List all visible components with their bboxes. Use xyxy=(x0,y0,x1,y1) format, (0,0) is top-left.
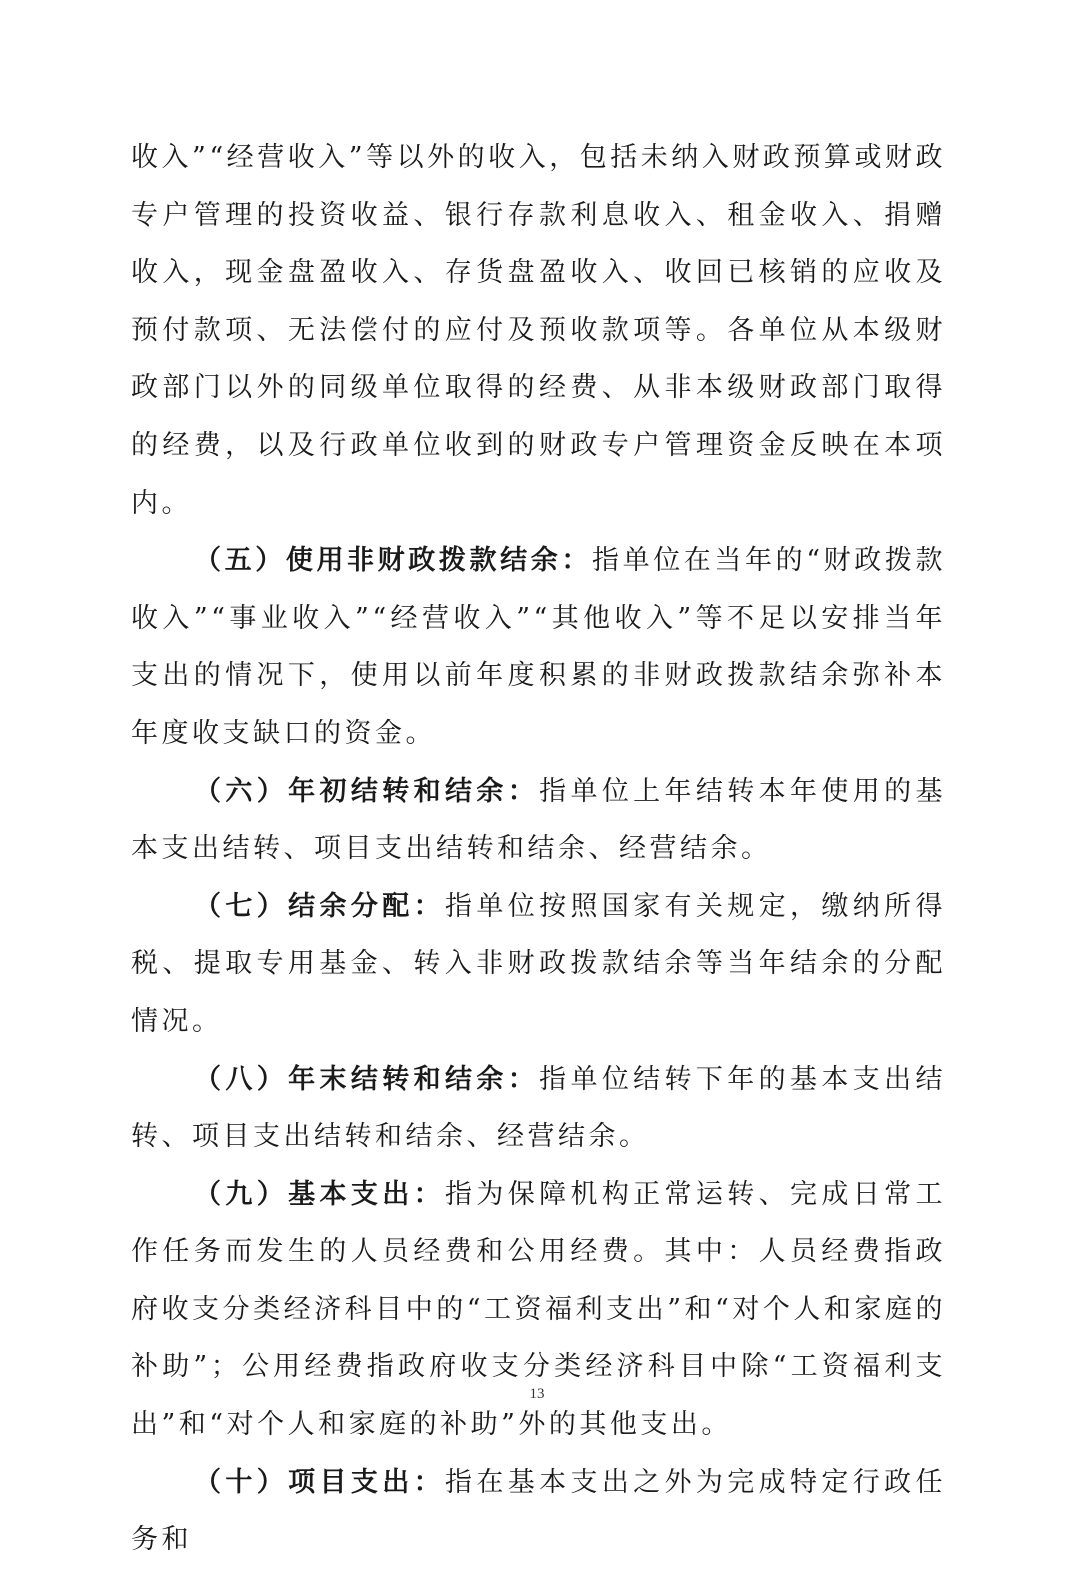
paragraph-term: （七）结余分配： xyxy=(194,890,445,922)
document-body xyxy=(131,129,946,1569)
paragraph-other-income-continued xyxy=(131,129,946,532)
paragraph-text: 指单位按照国家有关规定，缴纳所得税、提取专用基金、转入非财政拨款结余等当年结余的分配情况。 xyxy=(131,890,947,1037)
paragraph-year-end-carryover xyxy=(131,1051,946,1166)
paragraph-text: 指单位上年结转本年使用的基本支出结转、项目支出结转和结余、经营结余。 xyxy=(131,775,947,865)
paragraph-surplus-distribution xyxy=(131,878,946,1051)
paragraph-non-fiscal-surplus-use xyxy=(131,532,946,762)
page-number: 13 xyxy=(529,1386,545,1402)
paragraph-text: 收入”“经营收入”等以外的收入，包括未纳入财政预算或财政专户管理的投资收益、银行存款利息收入、租金收入、捐赠收入，现金盘盈收入、存货盘盈收入、收回已核销的应收及预付款项、无法偿付的应付及预收款项等。各单位从本级财政部门以外的同级单位取得的经费、从非本级财政部门取得的经费，以及行政单位收到的财政专户管理资金反映在本项内。 xyxy=(131,142,946,519)
paragraph-term: （八）年末结转和结余： xyxy=(194,1063,540,1095)
paragraph-term: （六）年初结转和结余： xyxy=(194,775,540,807)
paragraph-project-expenditure xyxy=(131,1454,946,1569)
paragraph-text: 指为保障机构正常运转、完成日常工作任务而发生的人员经费和公用经费。其中：人员经费指政府收支分类经济科目中的“工资福利支出”和“对个人和家庭的补助”；公用经费指政府收支分类经济科目中除“工资福利支出”和“对个人和家庭的补助”外的其他支出。 xyxy=(131,1178,947,1441)
paragraph-text: 指单位在当年的“财政拨款收入”“事业收入”“经营收入”“其他收入”等不足以安排当年支出的情况下，使用以前年度积累的非财政拨款结余弥补本年度收支缺口的资金。 xyxy=(131,545,947,749)
paragraph-text: 指单位结转下年的基本支出结转、项目支出结转和结余、经营结余。 xyxy=(131,1063,947,1153)
paragraph-beginning-carryover xyxy=(131,763,946,878)
paragraph-term: （十）项目支出： xyxy=(194,1466,445,1498)
paragraph-term: （五）使用非财政拨款结余： xyxy=(194,545,592,577)
paragraph-basic-expenditure xyxy=(131,1166,946,1454)
paragraph-term: （九）基本支出： xyxy=(194,1178,445,1210)
paragraph-text: 指在基本支出之外为完成特定行政任务和 xyxy=(131,1466,947,1556)
